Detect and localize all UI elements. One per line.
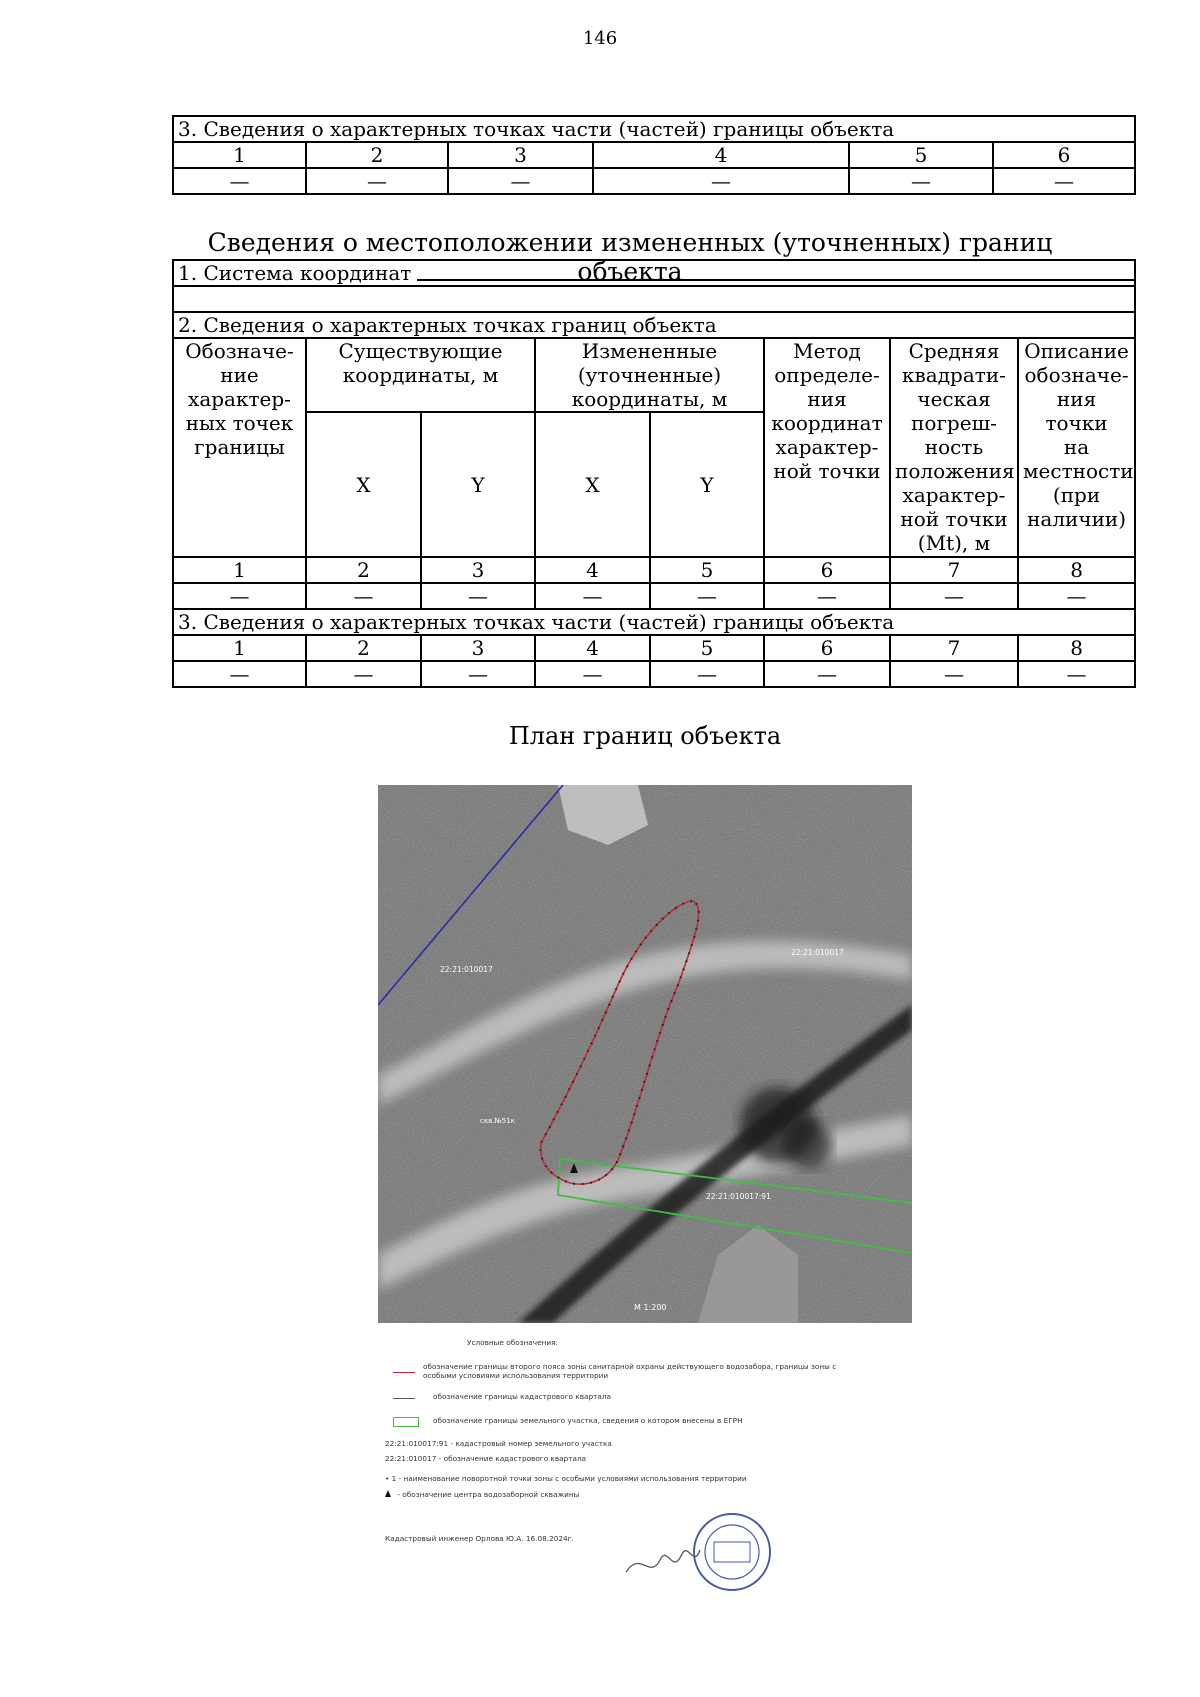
parts-cell: — xyxy=(421,661,535,687)
table1-col-3: 3 xyxy=(448,142,593,168)
stamp-center xyxy=(714,1542,750,1562)
table1-col-1: 1 xyxy=(173,142,306,168)
map-label-parcel: 22:21:010017:91 xyxy=(706,1192,771,1201)
parts-cell: — xyxy=(306,661,421,687)
table1-col-5: 5 xyxy=(849,142,993,168)
parts-cell: — xyxy=(1018,661,1135,687)
table1-cell: — xyxy=(306,168,448,194)
parts-cell: — xyxy=(764,661,890,687)
header-method: Метод определе- ния координат характер- ной точки xyxy=(764,338,890,557)
coord-system-line xyxy=(417,279,1134,281)
coord-system-value xyxy=(173,286,1135,312)
legend-swatch-gray-line xyxy=(393,1398,415,1399)
table1-cell: — xyxy=(849,168,993,194)
map-label-quarter-right: 22:21:010017 xyxy=(791,948,844,957)
table2-cell: — xyxy=(535,583,650,609)
map-label-well: скв.№51к xyxy=(480,1117,515,1125)
legend-engineer: Кадастровый инженер Орлова Ю.А. 16.08.2024г. xyxy=(385,1534,574,1543)
table2-col-number: 7 xyxy=(890,557,1018,583)
tree-shadow xyxy=(784,1121,832,1169)
table2-col-number: 2 xyxy=(306,557,421,583)
table2-cell: — xyxy=(890,583,1018,609)
table1-cell: — xyxy=(993,168,1135,194)
header-changed-coords: Измененные (уточненные) координаты, м xyxy=(535,338,764,412)
table2-cell: — xyxy=(421,583,535,609)
table1-col-6: 6 xyxy=(993,142,1135,168)
points-heading: 2. Сведения о характерных точках границ объекта xyxy=(173,312,1135,338)
header-error: Средняя квадрати- ческая погреш- ность положения характер- ной точки (Mt), м xyxy=(890,338,1018,557)
table2-col-number: 1 xyxy=(173,557,306,583)
table2-cell: — xyxy=(173,583,306,609)
table1-col-4: 4 xyxy=(593,142,849,168)
table1-col-2: 2 xyxy=(306,142,448,168)
coord-system-row xyxy=(173,260,1135,286)
legend-swatch-red-line xyxy=(393,1372,415,1373)
parts-cell: — xyxy=(173,661,306,687)
parts-col-number: 3 xyxy=(421,635,535,661)
parts-col-number: 5 xyxy=(650,635,764,661)
parts-cell: — xyxy=(890,661,1018,687)
signature-stamp xyxy=(620,1510,780,1600)
table1-cell: — xyxy=(593,168,849,194)
legend-quarter-note: 22:21:010017 - обозначение кадастрового квартала xyxy=(385,1454,587,1463)
legend-swatch-green-box xyxy=(393,1417,419,1427)
section-title: Сведения о местоположении измененных (уточненных) границ объекта xyxy=(207,228,1053,286)
table1-cell: — xyxy=(173,168,306,194)
parts-col-number: 2 xyxy=(306,635,421,661)
legend-parcel-text: обозначение границы земельного участка, сведения о котором внесены в ЕГРН xyxy=(433,1416,743,1425)
header-description: Описание обозначе- ния точки на местности (при наличии) xyxy=(1018,338,1135,557)
legend-quarter-text: обозначение границы кадастрового квартала xyxy=(433,1392,611,1401)
signature xyxy=(626,1550,700,1572)
parts-col-number: 8 xyxy=(1018,635,1135,661)
legend-well-note: - обозначение центра водозаборной скважины xyxy=(397,1490,580,1499)
table2-col-number: 8 xyxy=(1018,557,1135,583)
header-designation: Обозначе- ние характер- ных точек границы xyxy=(173,338,306,557)
parts-cell: — xyxy=(535,661,650,687)
table2-col-number: 6 xyxy=(764,557,890,583)
parts-heading: 3. Сведения о характерных точках части (частей) границы объекта xyxy=(173,609,1135,635)
table2-cell: — xyxy=(764,583,890,609)
boundary-plan-map xyxy=(378,785,912,1323)
map-scale-label: М 1:200 xyxy=(634,1303,667,1312)
legend-title: Условные обозначения: xyxy=(467,1338,558,1347)
table2-col-number: 5 xyxy=(650,557,764,583)
parts-points-table-1 xyxy=(172,115,1136,195)
table1-heading: 3. Сведения о характерных точках части (частей) границы объекта xyxy=(173,116,1135,142)
legend-well-note-row xyxy=(385,1490,579,1499)
header-changed-x: X xyxy=(535,412,650,557)
well-symbol-icon xyxy=(385,1490,391,1497)
boundary-points-table xyxy=(172,259,1136,688)
table2-cell: — xyxy=(650,583,764,609)
legend-parcel-note: 22:21:010017:91 - кадастровый номер земельного участка xyxy=(385,1439,612,1448)
parts-col-number: 1 xyxy=(173,635,306,661)
table2-cell: — xyxy=(1018,583,1135,609)
table2-col-number: 4 xyxy=(535,557,650,583)
legend-point-note: • 1 - наименование поворотной точки зоны с особыми условиями использования территории xyxy=(385,1474,747,1483)
header-existing-coords: Существующие координаты, м xyxy=(306,338,535,412)
header-existing-x: X xyxy=(306,412,421,557)
coord-system-label: 1. Система координат xyxy=(178,261,412,285)
header-existing-y: Y xyxy=(421,412,535,557)
stamp-inner xyxy=(705,1525,759,1579)
parts-col-number: 4 xyxy=(535,635,650,661)
header-changed-y: Y xyxy=(650,412,764,557)
legend-zone-text: обозначение границы второго пояса зоны санитарной охраны действующего водозабора, границы зоны с особыми условиями использования территории xyxy=(423,1362,837,1380)
table2-cell: — xyxy=(306,583,421,609)
page-number: 146 xyxy=(582,28,618,49)
table2-col-number: 3 xyxy=(421,557,535,583)
aerial-map xyxy=(378,785,912,1323)
plan-title: План границ объекта xyxy=(508,722,782,750)
parts-col-number: 7 xyxy=(890,635,1018,661)
map-label-quarter-left: 22:21:010017 xyxy=(440,965,493,974)
table1-cell: — xyxy=(448,168,593,194)
parts-col-number: 6 xyxy=(764,635,890,661)
parts-cell: — xyxy=(650,661,764,687)
